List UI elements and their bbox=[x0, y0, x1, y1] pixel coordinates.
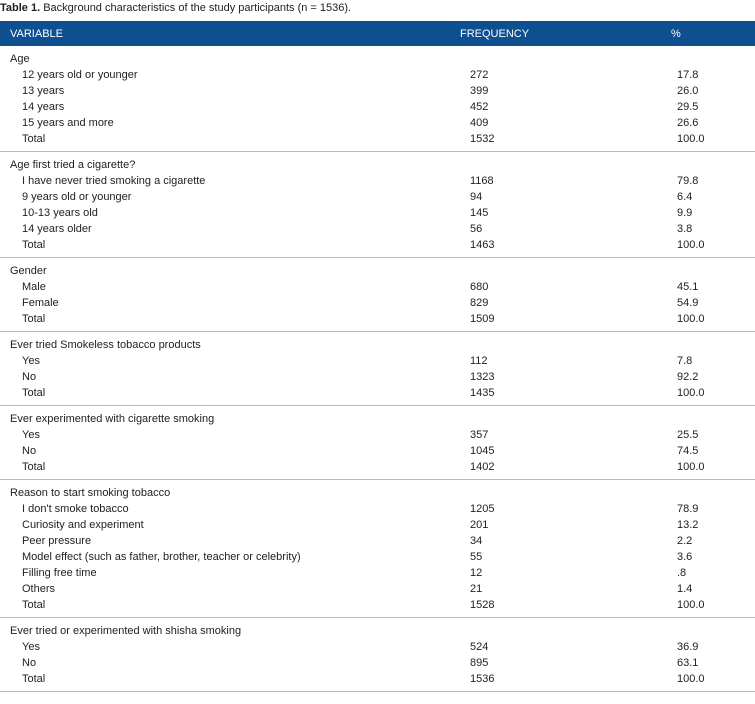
row-frequency: 680 bbox=[470, 281, 489, 293]
row-label: 10-13 years old bbox=[22, 207, 98, 219]
row-label: 15 years and more bbox=[22, 117, 114, 129]
row-percent: 25.5 bbox=[677, 429, 699, 441]
row-frequency: 56 bbox=[470, 223, 483, 235]
table-row bbox=[0, 459, 755, 475]
row-percent: 92.2 bbox=[677, 371, 699, 383]
row-frequency: 34 bbox=[470, 535, 483, 547]
row-label: Others bbox=[22, 583, 56, 595]
row-percent: 13.2 bbox=[677, 519, 699, 531]
row-percent: 74.5 bbox=[677, 445, 699, 457]
table-row bbox=[0, 115, 755, 131]
row-frequency: 1402 bbox=[470, 461, 495, 473]
row-percent: 7.8 bbox=[677, 355, 693, 367]
table-row bbox=[0, 501, 755, 517]
row-percent: 100.0 bbox=[677, 239, 705, 251]
row-frequency: 12 bbox=[470, 567, 483, 579]
row-percent: 100.0 bbox=[677, 387, 705, 399]
table-row bbox=[0, 385, 755, 401]
row-percent: 100.0 bbox=[677, 461, 705, 473]
header-percent: % bbox=[671, 27, 681, 40]
group-heading-row bbox=[0, 623, 755, 639]
row-frequency: 1536 bbox=[470, 673, 495, 685]
row-label: I have never tried smoking a cigarette bbox=[22, 175, 206, 187]
table-row bbox=[0, 565, 755, 581]
table-row bbox=[0, 533, 755, 549]
row-label: Peer pressure bbox=[22, 535, 92, 547]
row-percent: 100.0 bbox=[677, 599, 705, 611]
row-frequency: 201 bbox=[470, 519, 489, 531]
row-percent: 100.0 bbox=[677, 133, 705, 145]
row-percent: 36.9 bbox=[677, 641, 699, 653]
row-frequency: 55 bbox=[470, 551, 483, 563]
table-row bbox=[0, 369, 755, 385]
table-row bbox=[0, 295, 755, 311]
row-label: 9 years old or younger bbox=[22, 191, 132, 203]
row-label: No bbox=[22, 445, 37, 457]
table-header bbox=[0, 21, 755, 46]
header-variable: VARIABLE bbox=[10, 27, 63, 40]
row-percent: 54.9 bbox=[677, 297, 699, 309]
table-row bbox=[0, 173, 755, 189]
group-title: Gender bbox=[10, 265, 47, 277]
row-label: 14 years older bbox=[22, 223, 92, 235]
row-label: Total bbox=[22, 673, 46, 685]
row-percent: 26.0 bbox=[677, 85, 699, 97]
row-label: 14 years bbox=[22, 101, 65, 113]
row-label: Yes bbox=[22, 429, 40, 441]
group-title: Reason to start smoking tobacco bbox=[10, 487, 171, 499]
row-label: Total bbox=[22, 133, 46, 145]
row-frequency: 452 bbox=[470, 101, 489, 113]
table-row bbox=[0, 67, 755, 83]
row-percent: 45.1 bbox=[677, 281, 699, 293]
row-frequency: 94 bbox=[470, 191, 483, 203]
characteristics-table bbox=[0, 21, 755, 692]
table-group bbox=[0, 152, 755, 258]
row-frequency: 1435 bbox=[470, 387, 495, 399]
row-percent: .8 bbox=[677, 567, 687, 579]
row-label: Curiosity and experiment bbox=[22, 519, 144, 531]
row-label: Total bbox=[22, 387, 46, 399]
table-row bbox=[0, 83, 755, 99]
group-heading-row bbox=[0, 485, 755, 501]
table-row bbox=[0, 221, 755, 237]
table-caption-text: Background characteristics of the study participants (n = 1536). bbox=[43, 2, 352, 14]
row-frequency: 1463 bbox=[470, 239, 495, 251]
group-title: Age bbox=[10, 53, 30, 65]
row-label: Female bbox=[22, 297, 59, 309]
row-label: Male bbox=[22, 281, 46, 293]
row-frequency: 1323 bbox=[470, 371, 495, 383]
table-row bbox=[0, 581, 755, 597]
row-label: Filling free time bbox=[22, 567, 97, 579]
row-frequency: 829 bbox=[470, 297, 489, 309]
row-percent: 63.1 bbox=[677, 657, 699, 669]
table-row bbox=[0, 671, 755, 687]
group-heading-row bbox=[0, 157, 755, 173]
group-title: Ever experimented with cigarette smoking bbox=[10, 413, 215, 425]
row-frequency: 1045 bbox=[470, 445, 495, 457]
row-percent: 26.6 bbox=[677, 117, 699, 129]
table-caption bbox=[0, 0, 351, 20]
table-group bbox=[0, 332, 755, 406]
row-label: 13 years bbox=[22, 85, 65, 97]
table-row bbox=[0, 205, 755, 221]
row-percent: 100.0 bbox=[677, 673, 705, 685]
group-title: Ever tried Smokeless tobacco products bbox=[10, 339, 201, 351]
group-title: Age first tried a cigarette? bbox=[10, 159, 136, 171]
row-frequency: 357 bbox=[470, 429, 489, 441]
row-label: I don't smoke tobacco bbox=[22, 503, 129, 515]
header-frequency: FREQUENCY bbox=[460, 27, 530, 40]
row-label: Total bbox=[22, 599, 46, 611]
row-frequency: 1509 bbox=[470, 313, 495, 325]
table-row bbox=[0, 131, 755, 147]
row-label: 12 years old or younger bbox=[22, 69, 138, 81]
row-percent: 79.8 bbox=[677, 175, 699, 187]
table-caption-label: Table 1. bbox=[0, 2, 41, 14]
table-group bbox=[0, 46, 755, 152]
table-row bbox=[0, 237, 755, 253]
table-row bbox=[0, 597, 755, 613]
row-percent: 3.8 bbox=[677, 223, 693, 235]
table-group bbox=[0, 258, 755, 332]
group-heading-row bbox=[0, 263, 755, 279]
row-percent: 78.9 bbox=[677, 503, 699, 515]
table-body bbox=[0, 46, 755, 692]
table-row bbox=[0, 99, 755, 115]
row-label: Yes bbox=[22, 355, 40, 367]
row-label: No bbox=[22, 371, 37, 383]
row-frequency: 1528 bbox=[470, 599, 495, 611]
table-row bbox=[0, 189, 755, 205]
group-heading-row bbox=[0, 51, 755, 67]
row-frequency: 272 bbox=[470, 69, 489, 81]
row-frequency: 145 bbox=[470, 207, 489, 219]
table-group bbox=[0, 480, 755, 618]
table-row bbox=[0, 549, 755, 565]
row-label: Model effect (such as father, brother, teacher or celebrity) bbox=[22, 551, 301, 563]
table-row bbox=[0, 655, 755, 671]
table-row bbox=[0, 427, 755, 443]
row-label: Total bbox=[22, 239, 46, 251]
table-row bbox=[0, 311, 755, 327]
row-frequency: 399 bbox=[470, 85, 489, 97]
row-label: Total bbox=[22, 313, 46, 325]
table-row bbox=[0, 443, 755, 459]
group-heading-row bbox=[0, 337, 755, 353]
row-frequency: 21 bbox=[470, 583, 483, 595]
table-group bbox=[0, 618, 755, 692]
row-frequency: 409 bbox=[470, 117, 489, 129]
row-percent: 6.4 bbox=[677, 191, 693, 203]
row-percent: 1.4 bbox=[677, 583, 693, 595]
row-frequency: 895 bbox=[470, 657, 489, 669]
row-percent: 17.8 bbox=[677, 69, 699, 81]
table-group bbox=[0, 406, 755, 480]
table-row bbox=[0, 279, 755, 295]
table-row bbox=[0, 353, 755, 369]
group-heading-row bbox=[0, 411, 755, 427]
row-percent: 29.5 bbox=[677, 101, 699, 113]
row-percent: 100.0 bbox=[677, 313, 705, 325]
row-frequency: 1532 bbox=[470, 133, 495, 145]
table-row bbox=[0, 639, 755, 655]
row-percent: 2.2 bbox=[677, 535, 693, 547]
table-row bbox=[0, 517, 755, 533]
row-percent: 9.9 bbox=[677, 207, 693, 219]
row-label: No bbox=[22, 657, 37, 669]
row-frequency: 112 bbox=[470, 355, 488, 367]
row-frequency: 1168 bbox=[470, 175, 494, 187]
row-frequency: 524 bbox=[470, 641, 489, 653]
row-label: Total bbox=[22, 461, 46, 473]
group-title: Ever tried or experimented with shisha smoking bbox=[10, 625, 242, 637]
row-label: Yes bbox=[22, 641, 40, 653]
row-percent: 3.6 bbox=[677, 551, 693, 563]
row-frequency: 1205 bbox=[470, 503, 495, 515]
